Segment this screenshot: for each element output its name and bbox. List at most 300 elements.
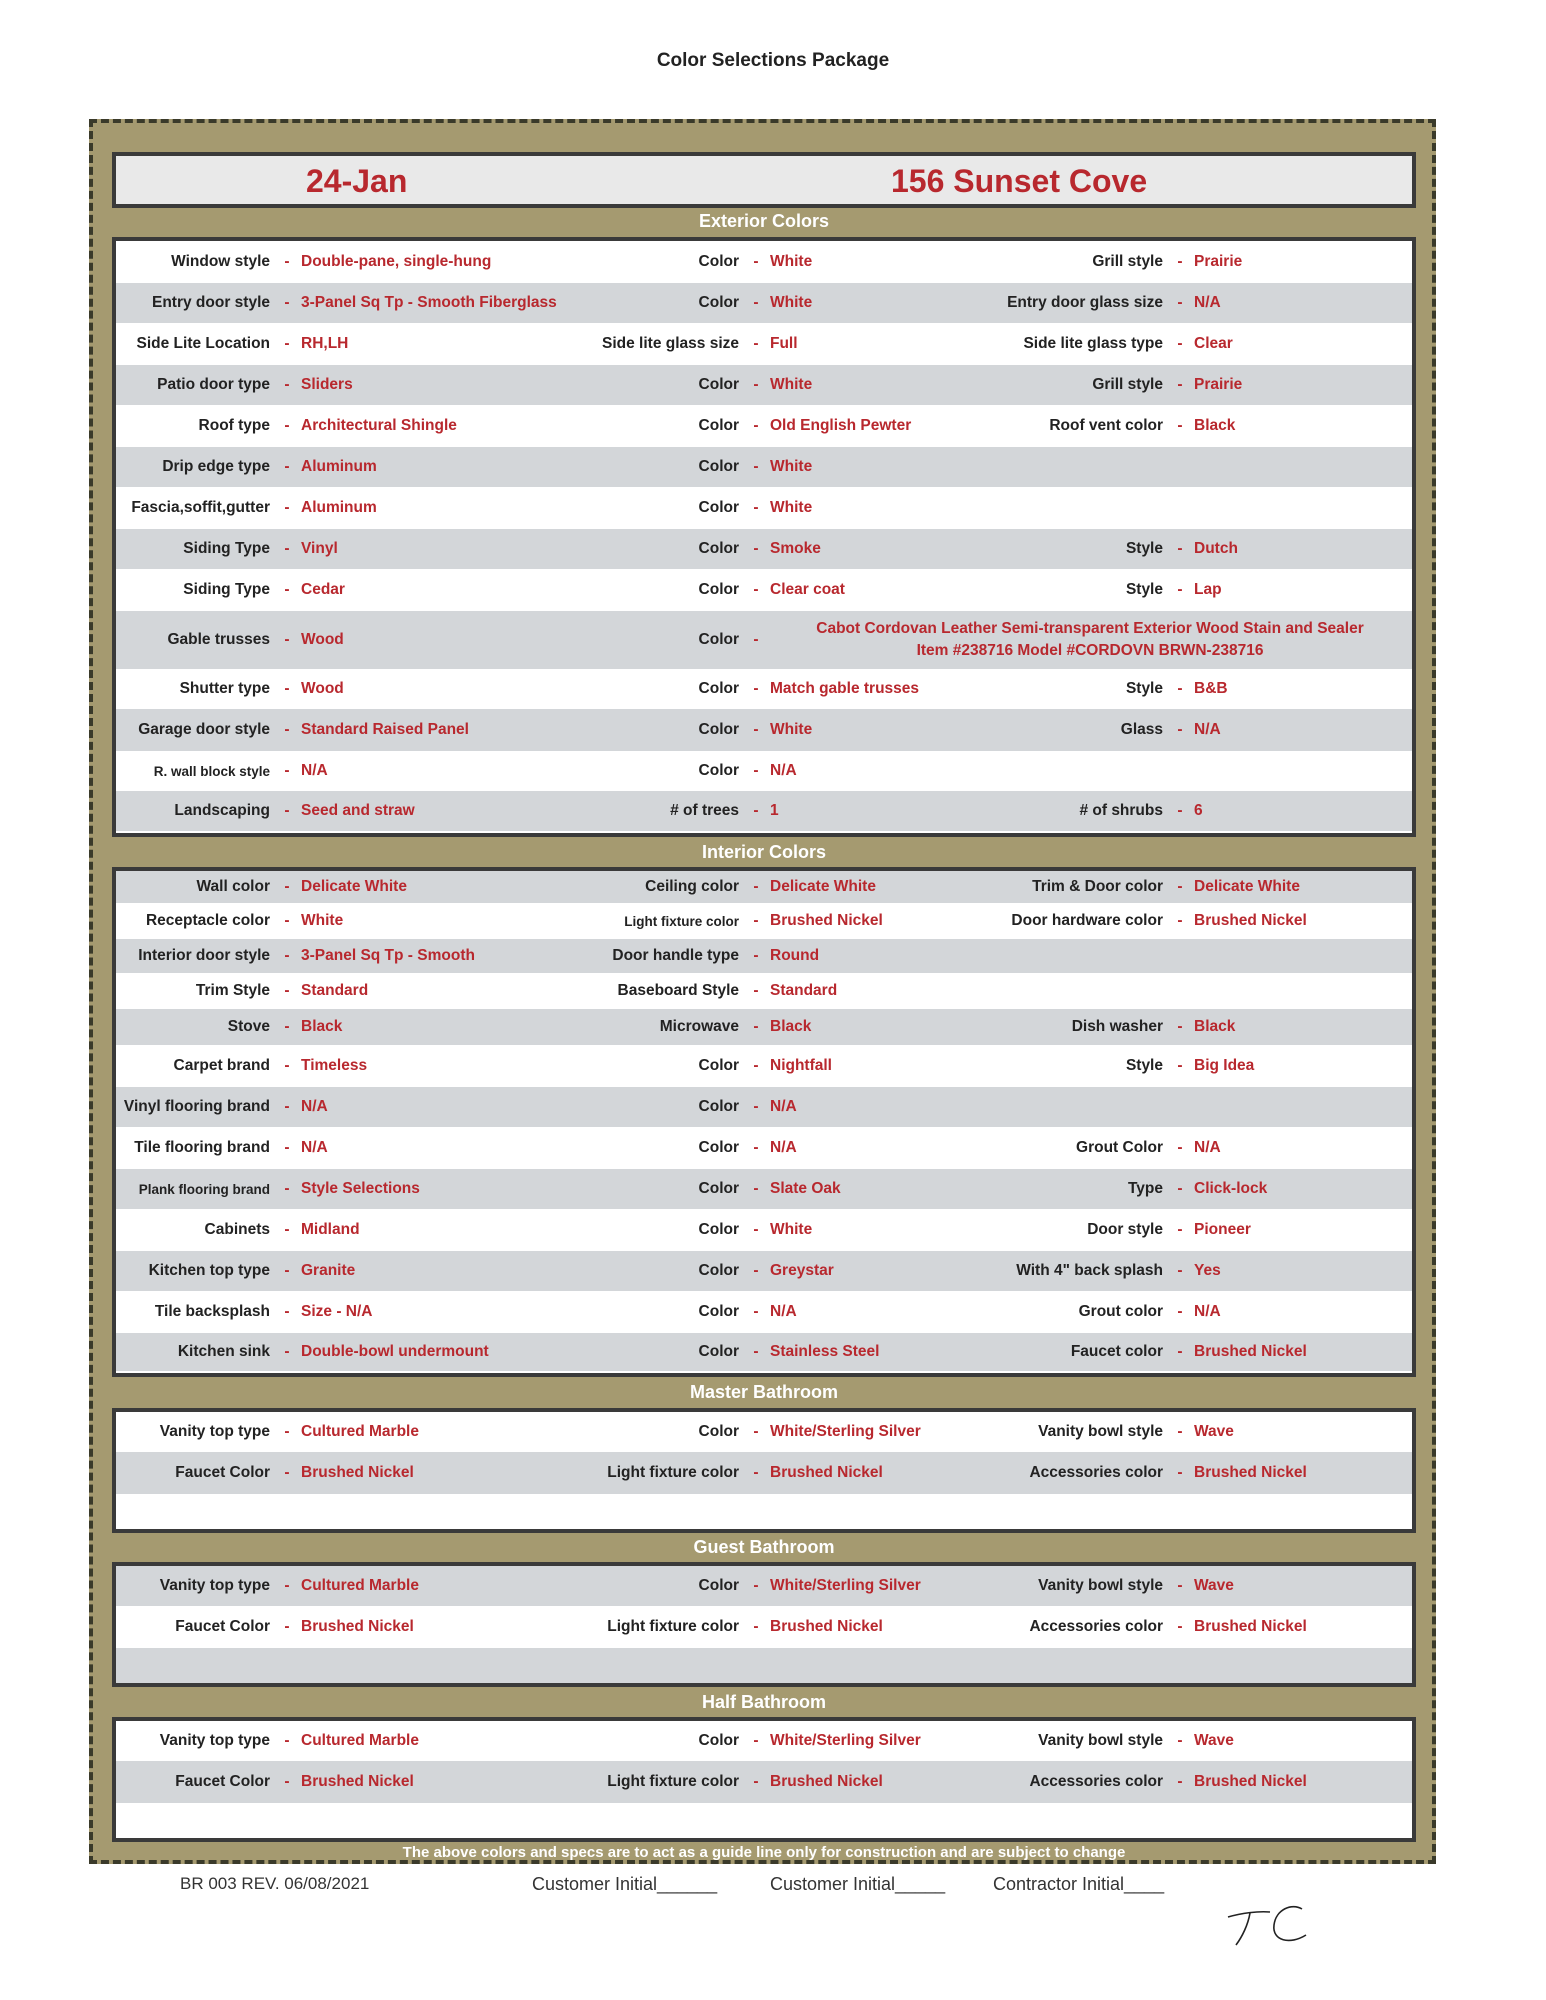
field-label: Interior door style [138, 947, 270, 964]
field-value: Black [770, 1018, 812, 1035]
table-row [116, 283, 1412, 323]
separator-dash: - [1177, 540, 1183, 557]
table-row [116, 1721, 1412, 1761]
field-label: Style [1125, 540, 1163, 557]
field-value: Brushed Nickel [301, 1773, 414, 1790]
separator-dash: - [284, 1262, 290, 1279]
field-value: N/A [770, 1098, 797, 1115]
separator-dash: - [1177, 680, 1183, 697]
field-value: White/Sterling Silver [770, 1577, 921, 1594]
field-label: Color [698, 680, 739, 697]
field-label: Microwave [659, 1018, 739, 1035]
field-value: Standard Raised Panel [301, 721, 469, 738]
master-bathroom-table [112, 1408, 1416, 1533]
table-row [116, 1333, 1412, 1371]
field-label: Landscaping [174, 802, 270, 819]
separator-dash: - [1177, 335, 1183, 352]
table-row [116, 903, 1412, 939]
field-value: White [770, 1221, 813, 1238]
guest-bath-section-title: Guest Bathroom [693, 1537, 835, 1557]
field-value: Black [1194, 417, 1236, 434]
separator-dash: - [284, 417, 290, 434]
field-label: Side lite glass size [602, 335, 739, 352]
field-value: Wave [1194, 1732, 1234, 1749]
separator-dash: - [284, 335, 290, 352]
separator-dash: - [1177, 1303, 1183, 1320]
field-value: Clear coat [770, 581, 845, 598]
field-value: Big Idea [1194, 1057, 1255, 1074]
field-label: Dish washer [1071, 1018, 1163, 1035]
field-value: 3-Panel Sq Tp - Smooth Fiberglass [301, 294, 557, 311]
separator-dash: - [1177, 376, 1183, 393]
field-value: Cultured Marble [301, 1577, 419, 1594]
field-value: Sliders [301, 376, 353, 393]
field-label: Color [698, 499, 739, 516]
field-value: Greystar [770, 1262, 834, 1279]
field-value: 3-Panel Sq Tp - Smooth [301, 947, 475, 964]
field-label: Wall color [196, 878, 270, 895]
table-row [116, 365, 1412, 405]
field-label: Vanity top type [159, 1577, 270, 1594]
separator-dash: - [753, 1057, 759, 1074]
separator-dash: - [753, 540, 759, 557]
separator-dash: - [753, 1577, 759, 1594]
field-value: White [770, 458, 813, 475]
separator-dash: - [753, 1773, 759, 1790]
field-label: Door hardware color [1011, 912, 1163, 929]
separator-dash: - [1177, 581, 1183, 598]
field-value: Style Selections [301, 1180, 420, 1197]
field-label: Color [698, 762, 739, 779]
separator-dash: - [284, 762, 290, 779]
field-value: 1 [770, 802, 779, 819]
field-label: Color [698, 458, 739, 475]
field-label: Color [698, 253, 739, 270]
separator-dash: - [753, 294, 759, 311]
separator-dash: - [753, 335, 759, 352]
table-row [116, 1087, 1412, 1127]
field-label: Side lite glass type [1023, 335, 1163, 352]
table-row [116, 1803, 1412, 1842]
separator-dash: - [1177, 802, 1183, 819]
field-value: N/A [770, 1139, 797, 1156]
table-row [116, 1127, 1412, 1169]
field-label: Vanity bowl style [1038, 1577, 1163, 1594]
separator-dash: - [284, 878, 290, 895]
field-label: Trim Style [195, 982, 270, 999]
field-label: Color [698, 1098, 739, 1115]
field-value: Standard [770, 982, 838, 999]
separator-dash: - [753, 680, 759, 697]
field-label: Stove [227, 1018, 270, 1035]
separator-dash: - [1177, 721, 1183, 738]
field-label: Faucet Color [175, 1773, 270, 1790]
revision-code: BR 003 REV. 06/08/2021 [180, 1874, 370, 1893]
separator-dash: - [753, 1139, 759, 1156]
table-row [116, 1291, 1412, 1333]
table-row [116, 1009, 1412, 1045]
separator-dash: - [1177, 1773, 1183, 1790]
separator-dash: - [753, 912, 759, 929]
table-row [116, 405, 1412, 447]
separator-dash: - [284, 1423, 290, 1440]
field-label: Color [698, 721, 739, 738]
separator-dash: - [284, 1098, 290, 1115]
field-label: Vinyl flooring brand [123, 1098, 270, 1115]
field-value: Slate Oak [770, 1180, 841, 1197]
field-value: Aluminum [301, 499, 377, 516]
separator-dash: - [1177, 1018, 1183, 1035]
field-label: Grill style [1092, 253, 1163, 270]
field-value: Brushed Nickel [770, 1618, 883, 1635]
field-label: # of shrubs [1079, 802, 1163, 819]
field-value: Brushed Nickel [1194, 1773, 1307, 1790]
field-value: Pioneer [1194, 1221, 1251, 1238]
separator-dash: - [284, 982, 290, 999]
separator-dash: - [753, 1732, 759, 1749]
separator-dash: - [284, 294, 290, 311]
field-label: Baseboard Style [617, 982, 739, 999]
table-row [116, 1209, 1412, 1251]
field-label: Ceiling color [645, 878, 739, 895]
field-label: Light fixture color [607, 1464, 739, 1481]
separator-dash: - [753, 376, 759, 393]
separator-dash: - [753, 947, 759, 964]
field-value: N/A [301, 1139, 328, 1156]
customer-initial-2: Customer Initial_____ [770, 1874, 946, 1894]
field-label: Style [1125, 1057, 1163, 1074]
field-value: Delicate White [770, 878, 876, 895]
table-row [116, 569, 1412, 611]
separator-dash: - [284, 1303, 290, 1320]
table-row [116, 323, 1412, 365]
field-label: Light fixture color [607, 1773, 739, 1790]
field-label: # of trees [670, 802, 739, 819]
table-row [116, 1452, 1412, 1494]
field-value: Brushed Nickel [1194, 1618, 1307, 1635]
field-label: Grout color [1078, 1303, 1163, 1320]
field-value: Round [770, 947, 820, 964]
field-value: Black [301, 1018, 343, 1035]
master-bath-section-title: Master Bathroom [689, 1382, 839, 1402]
separator-dash: - [753, 1303, 759, 1320]
field-label: With 4" back splash [1016, 1262, 1163, 1279]
interior-section-title: Interior Colors [701, 842, 826, 862]
field-label: Color [698, 294, 739, 311]
field-value: White [301, 912, 344, 929]
header-address: 156 Sunset Cove [891, 163, 1148, 199]
separator-dash: - [753, 581, 759, 598]
field-value: Cedar [301, 581, 345, 598]
table-row [116, 939, 1412, 973]
separator-dash: - [284, 1180, 290, 1197]
separator-dash: - [753, 1262, 759, 1279]
field-label: Light fixture color [624, 913, 739, 929]
separator-dash: - [284, 912, 290, 929]
table-row [116, 487, 1412, 529]
separator-dash: - [284, 458, 290, 475]
table-row [116, 973, 1412, 1009]
table-row [116, 709, 1412, 751]
field-label: Color [698, 1423, 739, 1440]
field-label: Faucet Color [175, 1464, 270, 1481]
field-label: Color [698, 1180, 739, 1197]
separator-dash: - [284, 1618, 290, 1635]
separator-dash: - [753, 1098, 759, 1115]
field-label: Color [698, 1221, 739, 1238]
separator-dash: - [1177, 878, 1183, 895]
separator-dash: - [753, 1343, 759, 1360]
table-row [116, 751, 1412, 791]
separator-dash: - [753, 1221, 759, 1238]
field-label: Tile flooring brand [134, 1139, 270, 1156]
field-value: Click-lock [1194, 1180, 1268, 1197]
separator-dash: - [1177, 1057, 1183, 1074]
field-label: R. wall block style [153, 763, 270, 779]
separator-dash: - [284, 802, 290, 819]
field-label: Color [698, 1577, 739, 1594]
separator-dash: - [1177, 1577, 1183, 1594]
field-label: Glass [1120, 721, 1163, 738]
field-value: N/A [301, 762, 328, 779]
field-label: Color [698, 1139, 739, 1156]
field-value: Brushed Nickel [770, 1464, 883, 1481]
separator-dash: - [284, 1018, 290, 1035]
exterior-section-title: Exterior Colors [698, 211, 830, 231]
separator-dash: - [753, 1018, 759, 1035]
field-value: White/Sterling Silver [770, 1423, 921, 1440]
field-value: Yes [1194, 1262, 1221, 1279]
field-value: Prairie [1194, 253, 1243, 270]
field-value: N/A [301, 1098, 328, 1115]
separator-dash: - [1177, 1423, 1183, 1440]
separator-dash: - [284, 1464, 290, 1481]
separator-dash: - [1177, 1180, 1183, 1197]
field-value: White [770, 376, 813, 393]
field-value: Architectural Shingle [301, 417, 457, 434]
separator-dash: - [284, 1343, 290, 1360]
table-row [116, 1566, 1412, 1606]
field-value: Cultured Marble [301, 1732, 419, 1749]
separator-dash: - [753, 982, 759, 999]
field-value-line: Cabot Cordovan Leather Semi-transparent Exterior Wood Stain and Sealer [816, 620, 1364, 637]
separator-dash: - [753, 802, 759, 819]
header-date: 24-Jan [306, 163, 408, 199]
field-value: N/A [770, 1303, 797, 1320]
field-label: Faucet Color [175, 1618, 270, 1635]
field-label: Carpet brand [173, 1057, 270, 1074]
table-row [116, 447, 1412, 487]
field-value: RH,LH [301, 335, 349, 352]
field-label: Door handle type [612, 947, 739, 964]
separator-dash: - [284, 721, 290, 738]
separator-dash: - [284, 631, 290, 648]
separator-dash: - [284, 1057, 290, 1074]
field-label: Kitchen top type [148, 1262, 270, 1279]
separator-dash: - [284, 581, 290, 598]
field-value: Full [770, 335, 798, 352]
field-value: N/A [1194, 294, 1221, 311]
separator-dash: - [284, 1139, 290, 1156]
field-label: Side Lite Location [136, 335, 270, 352]
field-label: Door style [1087, 1221, 1163, 1238]
field-label: Accessories color [1029, 1773, 1163, 1790]
field-value: Brushed Nickel [1194, 1464, 1307, 1481]
separator-dash: - [1177, 1732, 1183, 1749]
document-title: Color Selections Package [656, 50, 890, 71]
separator-dash: - [753, 762, 759, 779]
field-label: Patio door type [157, 376, 270, 393]
field-label: Plank flooring brand [138, 1181, 270, 1197]
half-bathroom-table [112, 1717, 1416, 1842]
separator-dash: - [284, 1577, 290, 1594]
field-value-line: Item #238716 Model #CORDOVN BRWN-238716 [916, 642, 1264, 659]
separator-dash: - [284, 1221, 290, 1238]
field-label: Siding Type [183, 581, 270, 598]
field-value: N/A [1194, 721, 1221, 738]
field-value: Timeless [301, 1057, 368, 1074]
field-value: Brushed Nickel [770, 1773, 883, 1790]
field-value: Vinyl [301, 540, 338, 557]
header-box [112, 152, 1416, 208]
field-value: White [770, 294, 813, 311]
separator-dash: - [1177, 912, 1183, 929]
field-label: Fascia,soffit,gutter [131, 499, 270, 516]
table-row [116, 1045, 1412, 1087]
separator-dash: - [284, 1732, 290, 1749]
field-value: Clear [1194, 335, 1233, 352]
separator-dash: - [753, 721, 759, 738]
contractor-initial: Contractor Initial____ [993, 1874, 1165, 1894]
table-row [116, 1169, 1412, 1209]
field-value: Delicate White [301, 878, 407, 895]
field-value: Brushed Nickel [770, 912, 883, 929]
separator-dash: - [1177, 1139, 1183, 1156]
field-label: Color [698, 1303, 739, 1320]
field-label: Color [698, 417, 739, 434]
field-value: Lap [1194, 581, 1222, 598]
table-row [116, 1761, 1412, 1803]
field-value: Aluminum [301, 458, 377, 475]
table-row [116, 1494, 1412, 1533]
field-label: Gable trusses [167, 631, 270, 648]
field-label: Vanity top type [159, 1732, 270, 1749]
field-value: Brushed Nickel [301, 1618, 414, 1635]
field-value: 6 [1194, 802, 1203, 819]
field-value: Smoke [770, 540, 821, 557]
separator-dash: - [753, 1618, 759, 1635]
table-row [116, 529, 1412, 569]
field-label: Accessories color [1029, 1464, 1163, 1481]
field-value: Match gable trusses [770, 680, 920, 697]
field-value: White/Sterling Silver [770, 1732, 921, 1749]
field-value: Wood [301, 631, 344, 648]
separator-dash: - [753, 253, 759, 270]
field-label: Type [1127, 1180, 1163, 1197]
field-label: Receptacle color [145, 912, 270, 929]
field-value: Size - N/A [301, 1303, 373, 1320]
field-label: Shutter type [179, 680, 270, 697]
field-label: Color [698, 581, 739, 598]
field-label: Window style [171, 253, 270, 270]
field-label: Roof type [198, 417, 270, 434]
field-value: Brushed Nickel [301, 1464, 414, 1481]
separator-dash: - [1177, 1221, 1183, 1238]
separator-dash: - [1177, 1343, 1183, 1360]
field-label: Vanity top type [159, 1423, 270, 1440]
guest-bathroom-table [112, 1562, 1416, 1687]
field-label: Light fixture color [607, 1618, 739, 1635]
field-value: Wave [1194, 1577, 1234, 1594]
separator-dash: - [753, 499, 759, 516]
handwritten-initials-signature [1220, 1895, 1320, 1955]
field-label: Cabinets [204, 1221, 270, 1238]
field-label: Style [1125, 581, 1163, 598]
separator-dash: - [284, 540, 290, 557]
field-label: Entry door glass size [1007, 294, 1163, 311]
field-label: Vanity bowl style [1038, 1423, 1163, 1440]
field-value: B&B [1194, 680, 1228, 697]
field-value: White [770, 253, 813, 270]
separator-dash: - [753, 417, 759, 434]
field-label: Style [1125, 680, 1163, 697]
field-label: Color [698, 631, 739, 648]
separator-dash: - [753, 1423, 759, 1440]
separator-dash: - [284, 499, 290, 516]
customer-initial-1: Customer Initial______ [532, 1874, 718, 1894]
table-row [116, 1412, 1412, 1452]
field-value: Seed and straw [301, 802, 415, 819]
table-row [116, 1606, 1412, 1648]
field-label: Color [698, 1343, 739, 1360]
disclaimer-note: The above colors and specs are to act as a guide line only for construction and are subject to change [402, 1844, 1126, 1861]
field-label: Color [698, 540, 739, 557]
separator-dash: - [284, 947, 290, 964]
field-label: Roof vent color [1049, 417, 1163, 434]
field-label: Drip edge type [162, 458, 270, 475]
separator-dash: - [753, 631, 759, 648]
field-label: Trim & Door color [1032, 878, 1163, 895]
field-value: Standard [301, 982, 369, 999]
field-label: Faucet color [1070, 1343, 1163, 1360]
separator-dash: - [284, 1773, 290, 1790]
field-value: Old English Pewter [770, 417, 912, 434]
field-value: Black [1194, 1018, 1236, 1035]
separator-dash: - [284, 253, 290, 270]
table-row [116, 871, 1412, 903]
field-value: N/A [770, 762, 797, 779]
separator-dash: - [284, 680, 290, 697]
field-value: Brushed Nickel [1194, 1343, 1307, 1360]
field-value: Wave [1194, 1423, 1234, 1440]
field-label: Siding Type [183, 540, 270, 557]
separator-dash: - [753, 458, 759, 475]
field-label: Grill style [1092, 376, 1163, 393]
table-row [116, 1251, 1412, 1291]
field-value: Double-pane, single-hung [301, 253, 492, 270]
field-label: Garage door style [138, 721, 270, 738]
field-label: Entry door style [152, 294, 270, 311]
separator-dash: - [1177, 294, 1183, 311]
field-value: N/A [1194, 1303, 1221, 1320]
separator-dash: - [1177, 1464, 1183, 1481]
field-value-multiline [790, 611, 1390, 669]
interior-colors-table [112, 867, 1416, 1377]
field-label: Grout Color [1076, 1139, 1163, 1156]
field-value: Double-bowl undermount [301, 1343, 489, 1360]
field-value: Cultured Marble [301, 1423, 419, 1440]
field-value: Midland [301, 1221, 360, 1238]
